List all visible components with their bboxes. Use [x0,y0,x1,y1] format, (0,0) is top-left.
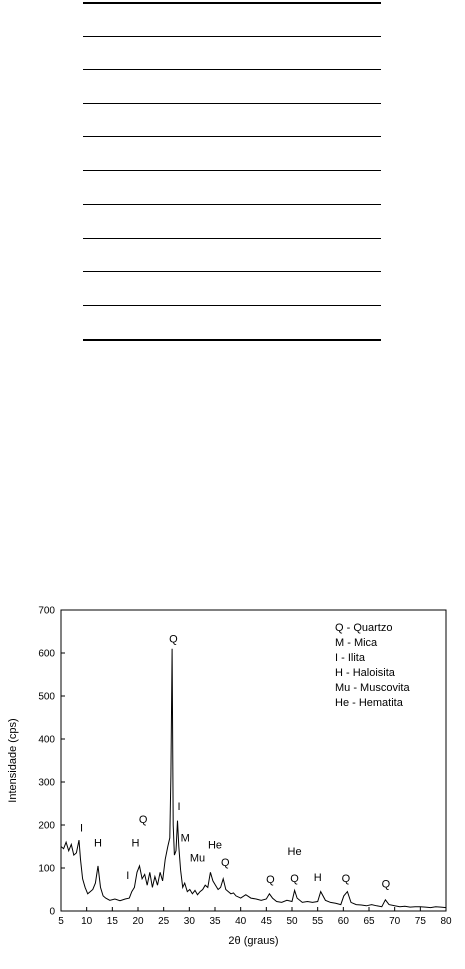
x-tick-label: 35 [209,916,221,927]
y-tick-label: 100 [38,863,55,875]
y-tick-label: 200 [38,820,55,832]
legend-entry: I - Ilita [335,652,365,664]
peak-label: H [131,837,140,850]
xrd-chart [0,598,465,958]
peak-label: I [177,800,181,813]
table-rule [83,170,381,171]
x-tick-label: 15 [106,916,118,927]
peak-label: I [80,822,84,835]
table-rule [83,339,381,341]
table-rule [83,204,381,205]
x-tick-label: 75 [414,916,426,927]
peak-label: He [207,839,223,852]
table-rule [83,36,381,37]
table-rule [83,136,381,137]
x-tick-label: 50 [286,916,298,927]
peak-label: I [126,869,130,882]
plot-frame [61,610,446,911]
peak-label: H [313,871,322,884]
peak-label: H [93,837,102,850]
peak-label: He [287,846,302,859]
y-tick-label: 600 [38,648,55,660]
legend-entry: M - Mica [335,637,378,649]
y-axis-label: Intensidade (cps) [7,718,19,803]
x-tick-label: 20 [132,916,144,927]
table-rule [83,271,381,272]
peak-label: Q [266,874,275,887]
table-rule [83,305,381,306]
legend-entry: H - Haloisita [335,667,395,679]
peak-label: Q [381,878,391,891]
x-tick-label: 5 [58,916,64,927]
x-tick-label: 30 [183,916,195,927]
x-tick-label: 60 [337,916,349,927]
y-tick-label: 400 [38,734,55,746]
x-tick-label: 55 [312,916,324,927]
x-tick-label: 65 [363,916,375,927]
peak-label: Q [220,856,230,869]
empty-table [83,0,381,345]
x-tick-label: 10 [81,916,93,927]
y-tick-label: 0 [49,906,55,918]
x-axis-label: 2θ (graus) [228,935,279,947]
y-tick-label: 300 [38,777,55,789]
y-tick-label: 700 [38,605,55,617]
x-tick-label: 80 [440,916,452,927]
x-tick-label: 45 [260,916,272,927]
x-tick-label: 40 [235,916,247,927]
y-tick-label: 500 [38,691,55,703]
x-tick-label: 25 [158,916,170,927]
table-rule [83,2,381,4]
peak-label: Q [341,872,351,885]
legend-entry: He - Hematita [335,697,403,709]
peak-label: Q [138,813,148,826]
legend-entry: Q - Quartzo [335,622,393,634]
peak-label: M [180,832,190,845]
peak-label: Q [169,633,178,646]
table-rule [83,103,381,104]
table-rule [83,238,381,239]
peak-label: Q [290,872,299,885]
x-tick-label: 70 [389,916,401,927]
legend-entry: Mu - Muscovita [335,682,410,694]
table-rule [83,69,381,70]
peak-label: Mu [189,852,206,865]
